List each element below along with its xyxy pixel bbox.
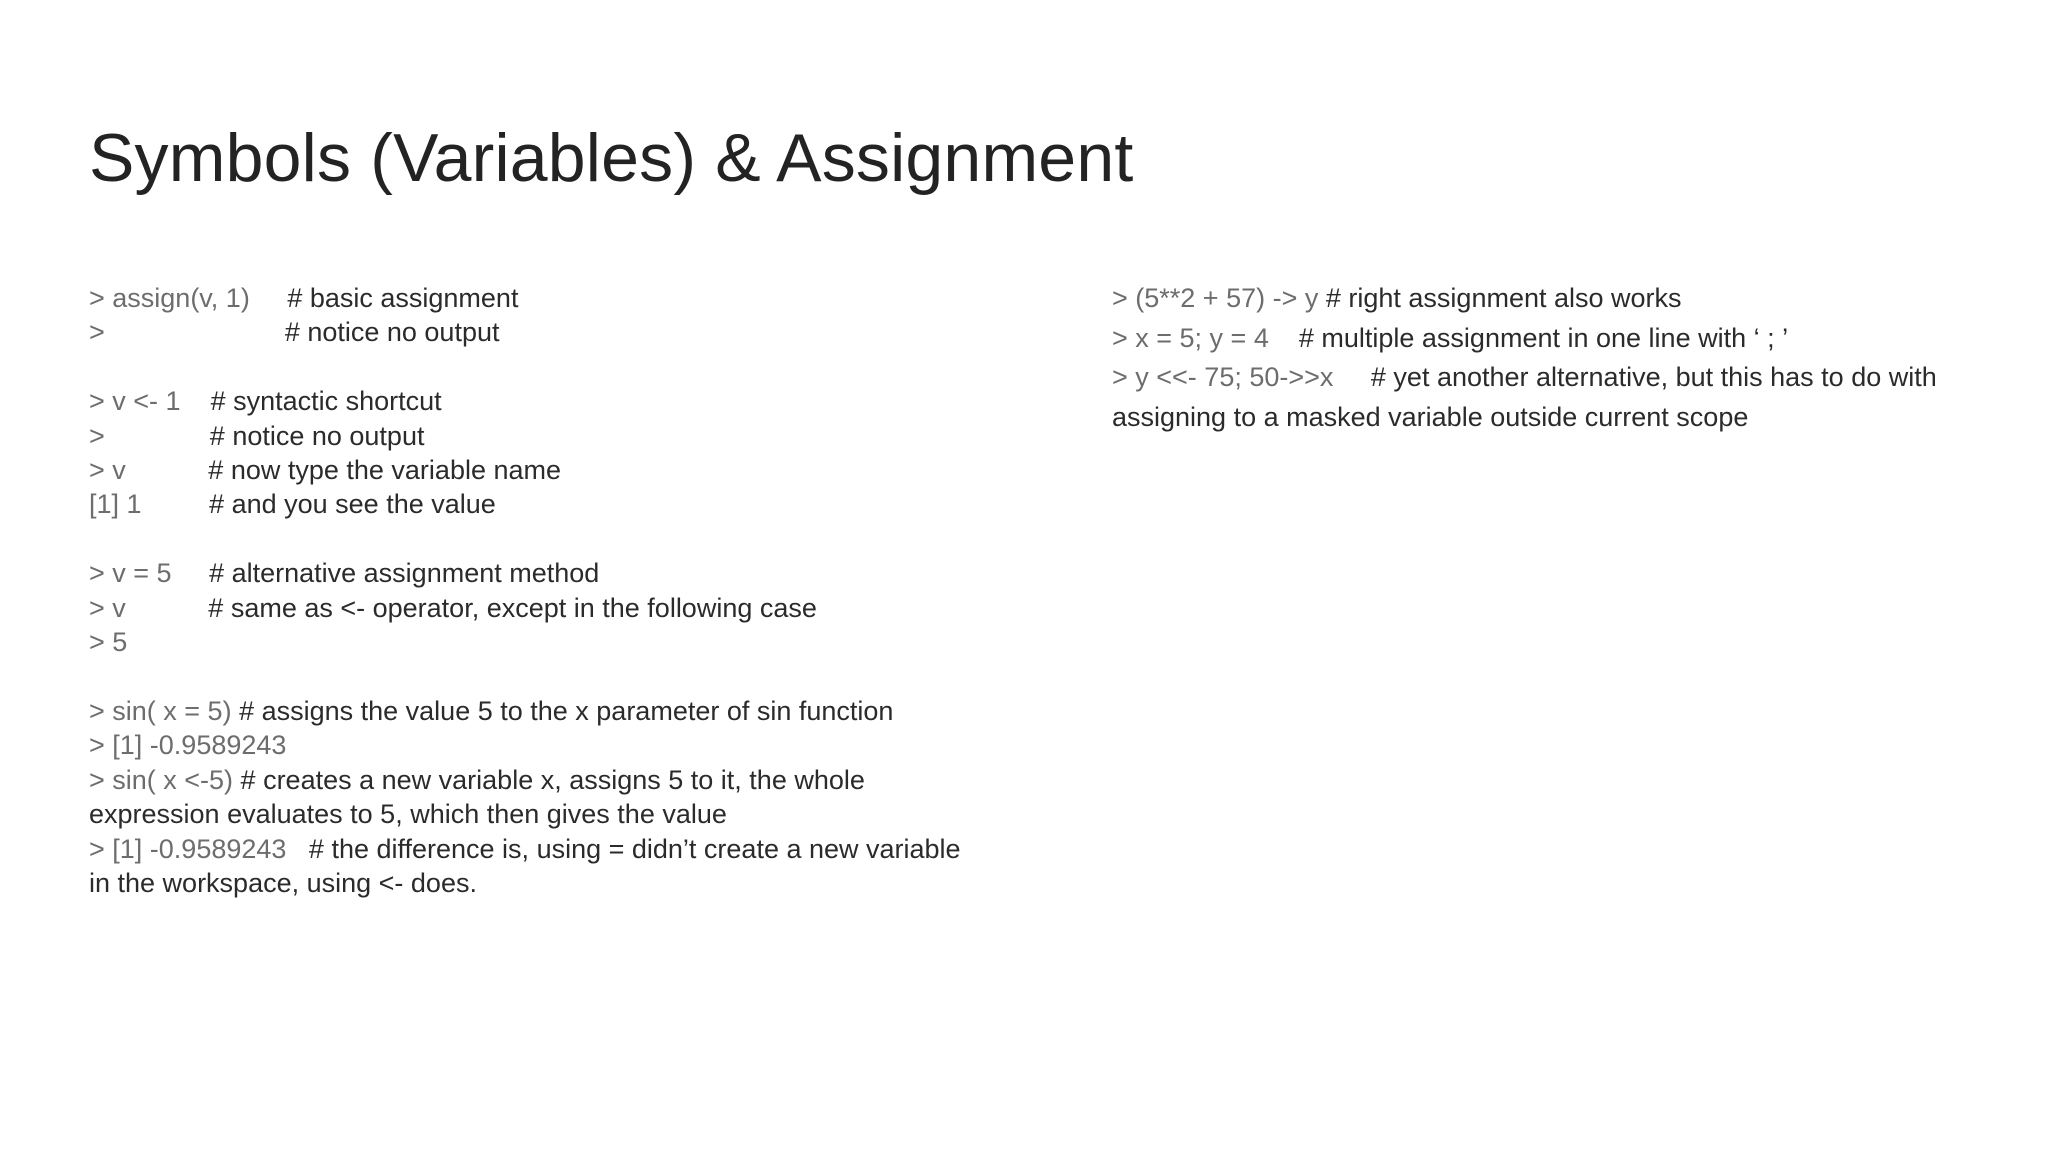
comment-text: # right assignment also works: [1325, 283, 1682, 313]
code-line: [89, 419, 989, 453]
right-code-column: [1112, 279, 1992, 438]
comment-text: # now type the variable name: [208, 455, 562, 486]
code-line: [89, 625, 989, 659]
code-text: >: [89, 420, 210, 451]
code-line: [89, 315, 989, 349]
code-line: [89, 556, 989, 590]
comment-text: # notice no output: [284, 317, 500, 348]
code-text: > sin( x = 5): [89, 695, 240, 726]
code-text: > [1] -0.9589243: [89, 833, 309, 864]
slide-title: Symbols (Variables) & Assignment: [89, 120, 1134, 196]
code-text: > v <- 1: [89, 386, 211, 417]
code-text: > v: [89, 455, 209, 486]
code-text: > sin( x <-5): [89, 764, 241, 795]
comment-text: # notice no output: [209, 420, 425, 451]
code-line: [89, 728, 989, 762]
code-line: [1112, 358, 1992, 437]
code-text: > v = 5: [89, 558, 210, 589]
code-line: [89, 832, 989, 901]
code-line: [1112, 279, 1992, 319]
comment-text: # alternative assignment method: [209, 558, 600, 589]
blank-line: [89, 350, 989, 384]
code-text: > 5: [89, 627, 128, 658]
comment-text: # basic assignment: [287, 283, 519, 313]
code-line: [89, 487, 989, 521]
code-text: > assign(v, 1): [89, 283, 288, 313]
comment-text: # and you see the value: [209, 489, 496, 520]
comment-text: # yet another alternative, but this has to do with assigning to a masked variable outside current scope: [1112, 362, 1945, 433]
left-code-column: [89, 281, 989, 900]
code-line: [1112, 319, 1992, 359]
code-text: > (5**2 + 57) -> y: [1112, 283, 1326, 313]
comment-text: # assigns the value 5 to the x parameter of sin function: [239, 695, 894, 726]
comment-text: # syntactic shortcut: [210, 386, 442, 417]
code-text: > y <<- 75; 50->>x: [1112, 362, 1371, 393]
code-line: [89, 694, 989, 728]
comment-text: # the difference is, using = didn’t create a new variable in the workspace, using <- does.: [89, 833, 969, 898]
code-line: [89, 453, 989, 487]
comment-text: # multiple assignment in one line with ‘ ; ’: [1298, 322, 1789, 353]
code-line: [89, 591, 989, 625]
code-text: >: [89, 317, 285, 348]
blank-line: [89, 522, 989, 556]
code-text: > v: [89, 592, 209, 623]
code-text: [1] 1: [89, 489, 210, 520]
blank-line: [89, 659, 989, 693]
comment-text: # same as <- operator, except in the following case: [208, 592, 817, 623]
code-text: > [1] -0.9589243: [89, 730, 287, 761]
code-text: > x = 5; y = 4: [1112, 322, 1299, 353]
code-line: [89, 763, 989, 832]
comment-text: # creates a new variable x, assigns 5 to it, the whole expression evaluates to 5, which then gives the value: [89, 764, 873, 830]
code-line: [89, 281, 989, 315]
code-line: [89, 384, 989, 418]
